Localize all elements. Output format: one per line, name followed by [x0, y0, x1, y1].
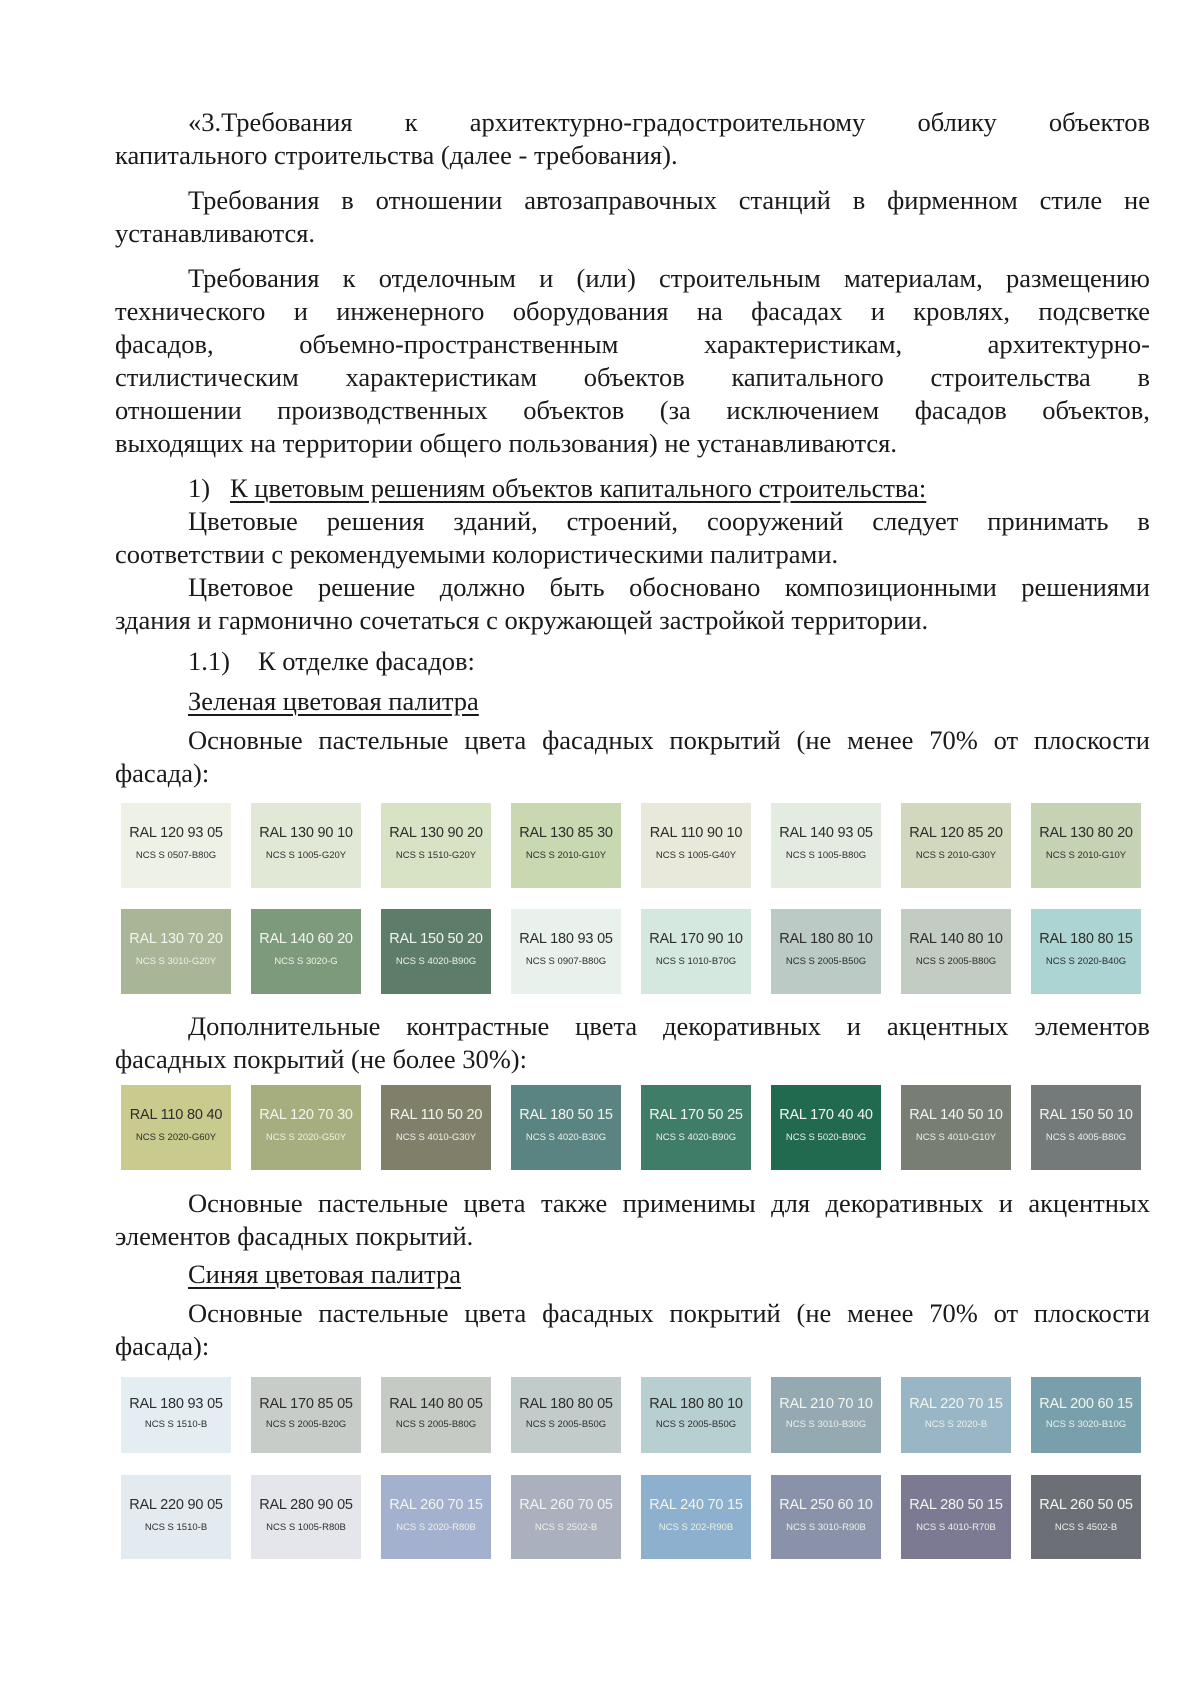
ncs-code: NCS S 2005-B50G [525, 1419, 607, 1430]
word: фасадов [914, 395, 1007, 425]
word: строений, [566, 506, 679, 536]
ral-code: RAL 130 80 20 [1039, 825, 1133, 841]
ncs-code: NCS S 1510-B [144, 1419, 208, 1430]
word: стилистическим [115, 362, 299, 392]
section-title: К цветовым решениям объектов капитального строительства: [230, 473, 927, 503]
color-swatch [511, 1085, 621, 1170]
ncs-code: NCS S 4020-B30G [525, 1132, 607, 1143]
word: контрастные [406, 1011, 550, 1041]
color-swatch [121, 1377, 231, 1453]
ncs-code: NCS S 2020-B40G [1045, 956, 1127, 967]
word: пастельные [318, 1188, 449, 1218]
color-swatch [1031, 1085, 1141, 1170]
word: и [998, 1188, 1013, 1218]
word: цвета [464, 1298, 527, 1328]
color-swatch [641, 1475, 751, 1559]
color-swatch [771, 803, 881, 888]
color-swatch [251, 1377, 361, 1453]
color-swatch [381, 1377, 491, 1453]
ral-code: RAL 200 60 15 [1039, 1396, 1133, 1412]
word: «3.Требования [188, 107, 353, 137]
color-swatch [1031, 803, 1141, 888]
ral-code: RAL 110 80 40 [129, 1107, 223, 1123]
word: архитектурно-градостроительному [469, 107, 866, 137]
ral-code: RAL 110 90 10 [649, 825, 743, 841]
word: декоративных [663, 1011, 821, 1041]
subsection-heading-facades [188, 645, 1150, 678]
ral-code: RAL 220 90 05 [129, 1497, 223, 1513]
word: технического [115, 296, 266, 326]
ncs-code: NCS S 4010-G30Y [395, 1132, 477, 1143]
paragraph-8-line-2: элементов фасадных покрытий. [115, 1221, 474, 1251]
ral-code: RAL 170 90 10 [649, 931, 743, 947]
green-accent-swatch-row [121, 1085, 1161, 1170]
ncs-code: NCS S 4005-B80G [1045, 1132, 1127, 1143]
ncs-code: NCS S 2020-B [924, 1419, 988, 1430]
paragraph-8-line-1 [188, 1187, 1150, 1220]
word: оборудования [512, 296, 669, 326]
ral-code: RAL 220 70 15 [909, 1396, 1003, 1412]
ral-code: RAL 140 50 10 [909, 1107, 1003, 1123]
blue-palette-heading: Синяя цветовая палитра [188, 1259, 462, 1289]
color-swatch [771, 1085, 881, 1170]
color-swatch [121, 1085, 231, 1170]
ral-code: RAL 140 93 05 [779, 825, 873, 841]
ncs-code: NCS S 1510-B [144, 1522, 208, 1533]
word: плоскости [1033, 725, 1150, 755]
ral-code: RAL 130 90 10 [259, 825, 353, 841]
word: от [993, 725, 1019, 755]
ncs-code: NCS S 4502-B [1054, 1522, 1118, 1533]
ncs-code: NCS S 2010-G10Y [525, 850, 607, 861]
ncs-code: NCS S 1005-G40Y [655, 850, 737, 861]
word: 70% [929, 725, 978, 755]
color-swatch [641, 1377, 751, 1453]
word: Основные [188, 1188, 303, 1218]
paragraph-9-line-2: фасада): [115, 1331, 210, 1361]
paragraph-6-line-1 [188, 724, 1150, 757]
word: покрытий [669, 1298, 781, 1328]
color-swatch [641, 803, 751, 888]
ncs-code: NCS S 1005-R80B [266, 1522, 346, 1533]
ncs-code: NCS S 1010-B70G [655, 956, 737, 967]
word: быть [549, 572, 605, 602]
green-palette-heading-line [188, 685, 1150, 718]
word: к [342, 263, 356, 293]
word: облику [917, 107, 997, 137]
color-swatch [381, 1085, 491, 1170]
green-main-swatch-row-2 [121, 909, 1161, 994]
ral-code: RAL 140 80 05 [389, 1396, 483, 1412]
ral-code: RAL 110 50 20 [389, 1107, 483, 1123]
color-swatch [511, 1475, 621, 1559]
color-swatch [121, 803, 231, 888]
color-swatch [251, 909, 361, 994]
word: обосновано [629, 572, 761, 602]
word: для [771, 1188, 811, 1218]
color-swatch [251, 1085, 361, 1170]
ncs-code: NCS S 4010-G10Y [915, 1132, 997, 1143]
word: в [1137, 506, 1150, 536]
paragraph-3-line-2 [115, 295, 1150, 328]
word: фасадов, [115, 329, 214, 359]
word: в [1137, 362, 1150, 392]
subsection-number: 1.1) [188, 646, 230, 676]
word: станций [738, 185, 831, 215]
word: фирменном [887, 185, 1018, 215]
word: объектов [583, 362, 685, 392]
word: принимать [987, 506, 1109, 536]
ncs-code: NCS S 3020-B10G [1045, 1419, 1127, 1430]
color-swatch [511, 803, 621, 888]
word: элементов [1034, 1011, 1150, 1041]
ral-code: RAL 180 93 05 [519, 931, 613, 947]
paragraph-1-line-1 [188, 106, 1150, 139]
ncs-code: NCS S 2010-G30Y [915, 850, 997, 861]
word: и [846, 1011, 861, 1041]
word: объектов, [1042, 395, 1150, 425]
ral-code: RAL 240 70 15 [649, 1497, 743, 1513]
color-swatch [381, 803, 491, 888]
word: пастельные [318, 725, 449, 755]
paragraph-5-line-1 [188, 571, 1150, 604]
ral-code: RAL 130 70 20 [129, 931, 223, 947]
paragraph-1-line-2: капитального строительства (далее - требования). [115, 140, 678, 170]
word: и [539, 263, 554, 293]
word: решения [326, 506, 425, 536]
green-main-swatch-row-1 [121, 803, 1161, 888]
color-swatch [771, 1475, 881, 1559]
paragraph-3-line-6: выходящих на территории общего пользования) не устанавливаются. [115, 428, 897, 458]
ral-code: RAL 140 80 10 [909, 931, 1003, 947]
word: характеристикам [345, 362, 537, 392]
ral-code: RAL 170 85 05 [259, 1396, 353, 1412]
ncs-code: NCS S 2005-B50G [785, 956, 867, 967]
ral-code: RAL 150 50 20 [389, 931, 483, 947]
word: цвета [464, 725, 527, 755]
word: характеристикам, [703, 329, 903, 359]
ral-code: RAL 180 50 15 [519, 1107, 613, 1123]
ncs-code: NCS S 4020-B90G [395, 956, 477, 967]
ncs-code: NCS S 3010-B30G [785, 1419, 867, 1430]
word: фасадных [542, 1298, 654, 1328]
word: Требования [188, 263, 320, 293]
word: Дополнительные [188, 1011, 381, 1041]
ral-code: RAL 120 93 05 [129, 825, 223, 841]
ncs-code: NCS S 0907-B80G [525, 956, 607, 967]
ncs-code: NCS S 2005-B50G [655, 1419, 737, 1430]
word: отделочным [378, 263, 516, 293]
ral-code: RAL 130 90 20 [389, 825, 483, 841]
word: покрытий [669, 725, 781, 755]
color-swatch [1031, 909, 1141, 994]
word: решениями [1021, 572, 1150, 602]
ral-code: RAL 260 70 15 [389, 1497, 483, 1513]
word: менее [847, 725, 914, 755]
word: размещению [1005, 263, 1150, 293]
word: объектов [1048, 107, 1150, 137]
ncs-code: NCS S 1510-G20Y [395, 850, 477, 861]
ncs-code: NCS S 4010-R70B [916, 1522, 996, 1533]
ncs-code: NCS S 2020-G50Y [265, 1132, 347, 1143]
ral-code: RAL 140 60 20 [259, 931, 353, 947]
ral-code: RAL 120 70 30 [259, 1107, 353, 1123]
ncs-code: NCS S 2020-R80B [396, 1522, 476, 1533]
color-swatch [251, 1475, 361, 1559]
ral-code: RAL 170 40 40 [779, 1107, 873, 1123]
word: должно [439, 572, 526, 602]
ncs-code: NCS S 0507-B80G [135, 850, 217, 861]
paragraph-3-line-3 [115, 328, 1150, 361]
word: пастельные [318, 1298, 449, 1328]
word: автозаправочных [524, 185, 717, 215]
color-swatch [1031, 1475, 1141, 1559]
color-swatch [901, 909, 1011, 994]
section-heading-color-solutions [188, 472, 1150, 505]
word: менее [847, 1298, 914, 1328]
ncs-code: NCS S 2502-B [534, 1522, 598, 1533]
ral-code: RAL 180 80 10 [779, 931, 873, 947]
ncs-code: NCS S 1005-G20Y [265, 850, 347, 861]
paragraph-3-line-1 [188, 262, 1150, 295]
word: акцентных [886, 1011, 1009, 1041]
word: (не [796, 725, 832, 755]
word: в [341, 185, 354, 215]
color-swatch [641, 909, 751, 994]
paragraph-3-line-5 [115, 394, 1150, 427]
ral-code: RAL 120 85 20 [909, 825, 1003, 841]
word: от [993, 1298, 1019, 1328]
word: отношении [375, 185, 503, 215]
ral-code: RAL 250 60 10 [779, 1497, 873, 1513]
color-swatch [381, 1475, 491, 1559]
word: решение [317, 572, 416, 602]
word: фасадах [751, 296, 843, 326]
word: (за [659, 395, 691, 425]
ral-code: RAL 170 50 25 [649, 1107, 743, 1123]
word: Цветовое [188, 572, 294, 602]
color-swatch [251, 803, 361, 888]
green-palette-heading: Зеленая цветовая палитра [188, 686, 479, 716]
color-swatch [901, 1475, 1011, 1559]
color-swatch [901, 1085, 1011, 1170]
color-swatch [771, 1377, 881, 1453]
ncs-code: NCS S 2020-G60Y [135, 1132, 217, 1143]
word: акцентных [1028, 1188, 1150, 1218]
ncs-code: NCS S 2005-B80G [915, 956, 997, 967]
color-swatch [1031, 1377, 1141, 1453]
ral-code: RAL 180 80 15 [1039, 931, 1133, 947]
word: 70% [929, 1298, 978, 1328]
word: отношении [115, 395, 242, 425]
blue-palette-heading-line [188, 1258, 1150, 1291]
word: следует [872, 506, 959, 536]
color-swatch [511, 1377, 621, 1453]
word: плоскости [1033, 1298, 1150, 1328]
section-number: 1) [188, 473, 211, 503]
ral-code: RAL 180 80 05 [519, 1396, 613, 1412]
ral-code: RAL 130 85 30 [519, 825, 613, 841]
word: также [540, 1188, 608, 1218]
word: строительства [930, 362, 1091, 392]
paragraph-5-line-2: здания и гармонично сочетаться с окружающей застройкой территории. [115, 605, 929, 635]
paragraph-7-line-1 [188, 1010, 1150, 1043]
word: исключением [726, 395, 880, 425]
word: капитального [731, 362, 884, 392]
ral-code: RAL 260 70 05 [519, 1497, 613, 1513]
color-swatch [381, 909, 491, 994]
word: в [852, 185, 866, 215]
word: цвета [463, 1188, 526, 1218]
word: сооружений [706, 506, 844, 536]
ncs-code: NCS S 2005-B80G [395, 1419, 477, 1430]
subsection-title: К отделке фасадов: [258, 646, 475, 676]
ral-code: RAL 260 50 05 [1039, 1497, 1133, 1513]
ncs-code: NCS S 3010-R90B [786, 1522, 866, 1533]
color-swatch [771, 909, 881, 994]
word: подсветке [1038, 296, 1150, 326]
paragraph-2-line-1 [188, 184, 1150, 217]
color-swatch [121, 1475, 231, 1559]
word: фасадных [542, 725, 654, 755]
word: декоративных [825, 1188, 984, 1218]
word: инженерного [336, 296, 485, 326]
word: применимы [622, 1188, 756, 1218]
word: и [870, 296, 885, 326]
word: объектов [523, 395, 625, 425]
ncs-code: NCS S 2010-G10Y [1045, 850, 1127, 861]
paragraph-7-line-2: фасадных покрытий (не более 30%): [115, 1044, 527, 1074]
ral-code: RAL 280 90 05 [259, 1497, 353, 1513]
paragraph-4-line-1 [188, 505, 1150, 538]
word: (или) [576, 263, 636, 293]
ncs-code: NCS S 4020-B90G [655, 1132, 737, 1143]
word: не [1124, 185, 1150, 215]
color-swatch [901, 1377, 1011, 1453]
ral-code: RAL 280 50 15 [909, 1497, 1003, 1513]
word: и [293, 296, 308, 326]
word: к [404, 107, 418, 137]
ral-code: RAL 180 80 10 [649, 1396, 743, 1412]
blue-main-swatch-row-1 [121, 1377, 1161, 1453]
ncs-code: NCS S 5020-B90G [785, 1132, 867, 1143]
color-swatch [511, 909, 621, 994]
word: кровлях, [913, 296, 1011, 326]
word: стиле [1039, 185, 1103, 215]
word: производственных [277, 395, 488, 425]
word: зданий, [453, 506, 538, 536]
word: цвета [575, 1011, 638, 1041]
ral-code: RAL 150 50 10 [1039, 1107, 1133, 1123]
word: объемно-пространственным [299, 329, 619, 359]
ral-code: RAL 180 93 05 [129, 1396, 223, 1412]
word: Основные [188, 1298, 303, 1328]
word: (не [796, 1298, 832, 1328]
word: на [696, 296, 723, 326]
blue-main-swatch-row-2 [121, 1475, 1161, 1559]
word: строительным [658, 263, 821, 293]
paragraph-6-line-2: фасада): [115, 758, 210, 788]
color-swatch [641, 1085, 751, 1170]
color-swatch [901, 803, 1011, 888]
paragraph-4-line-2: соответствии с рекомендуемыми колористическими палитрами. [115, 539, 839, 569]
paragraph-3-line-4 [115, 361, 1150, 394]
ncs-code: NCS S 3010-G20Y [135, 956, 217, 967]
word: Требования [188, 185, 320, 215]
word: Цветовые [188, 506, 298, 536]
ncs-code: NCS S 1005-B80G [785, 850, 867, 861]
word: Основные [188, 725, 303, 755]
word: композиционными [784, 572, 997, 602]
word: архитектурно- [987, 329, 1150, 359]
paragraph-2-line-2: устанавливаются. [115, 218, 316, 248]
ncs-code: NCS S 2005-B20G [265, 1419, 347, 1430]
word: материалам, [843, 263, 983, 293]
ncs-code: NCS S 202-R90B [658, 1522, 734, 1533]
paragraph-9-line-1 [188, 1297, 1150, 1330]
color-swatch [121, 909, 231, 994]
ncs-code: NCS S 3020-G [274, 956, 338, 967]
ral-code: RAL 210 70 10 [779, 1396, 873, 1412]
